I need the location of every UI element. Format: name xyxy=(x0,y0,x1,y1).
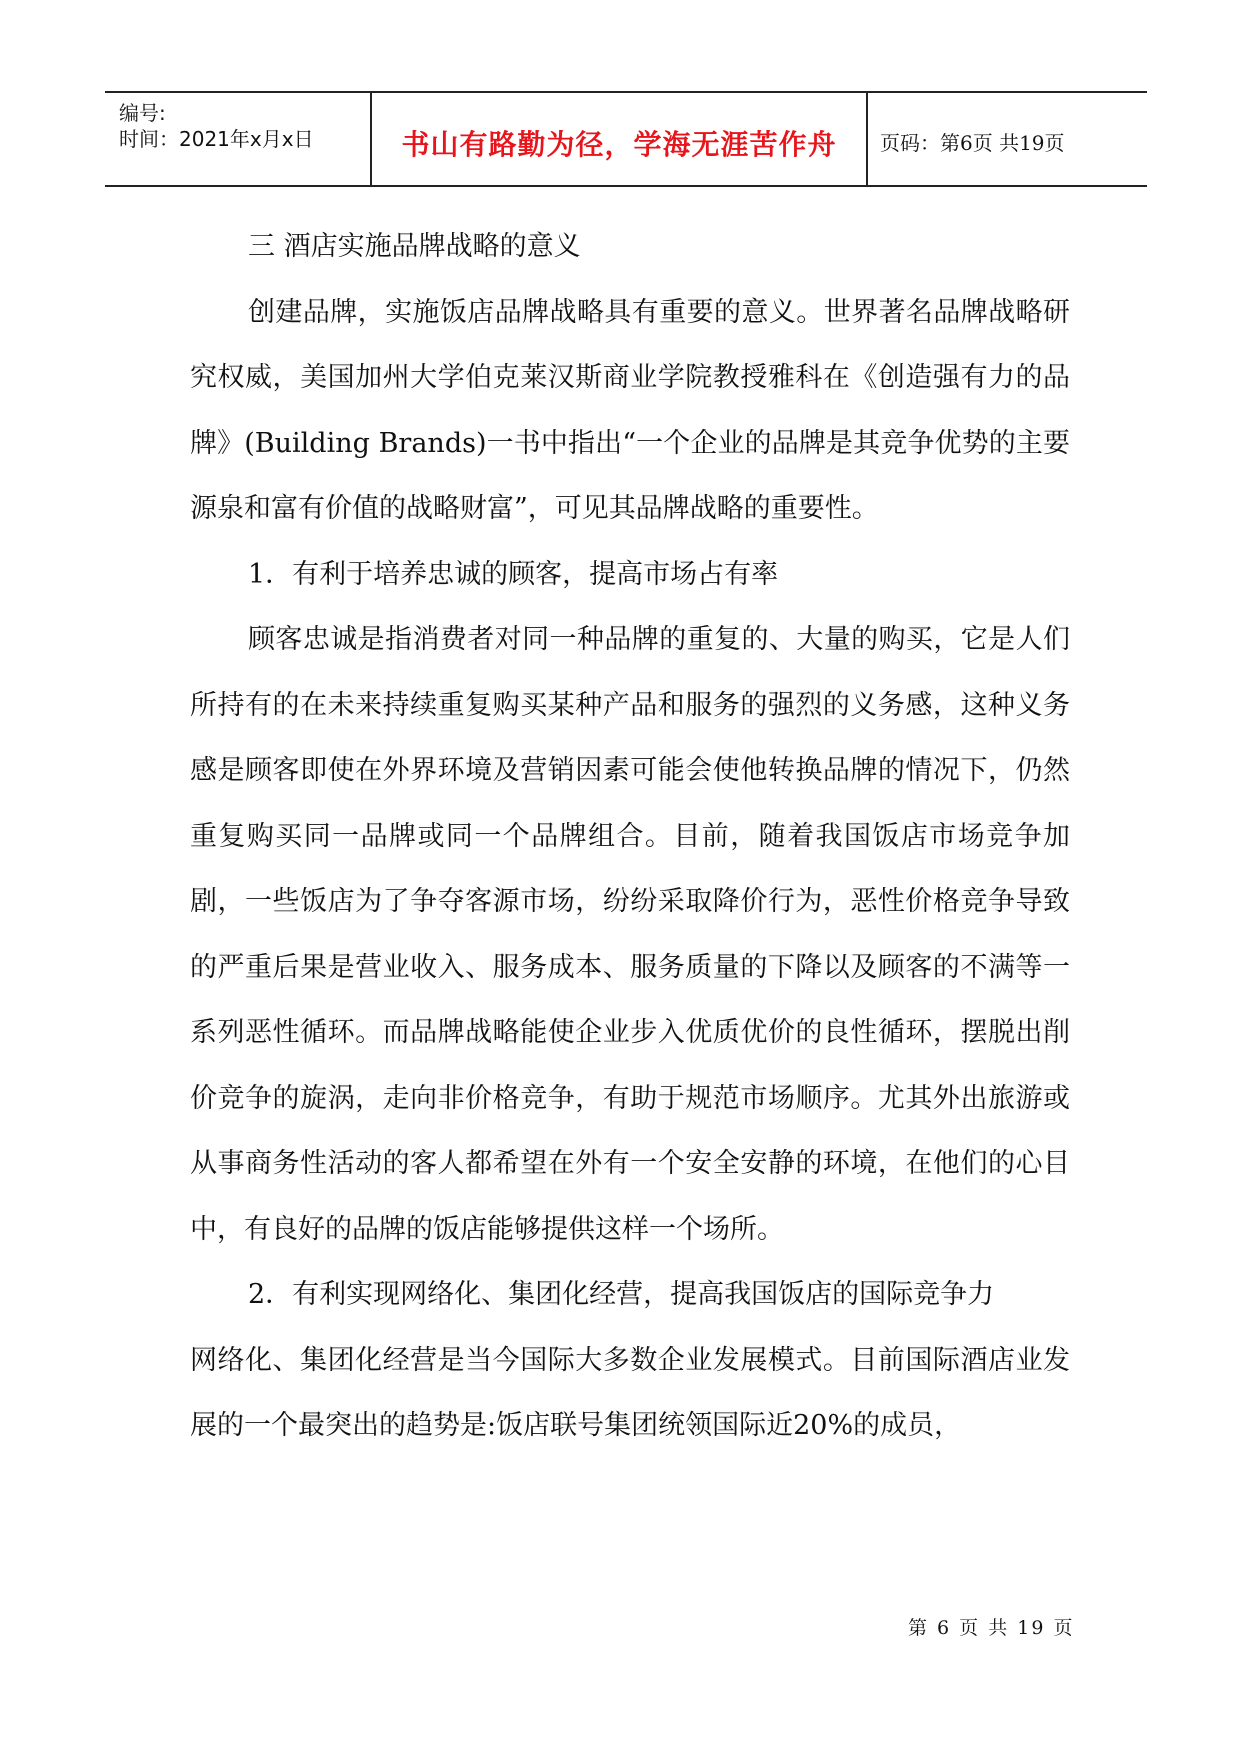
document-number-label: 编号: xyxy=(119,101,166,125)
subsection-heading: 2．有利实现网络化、集团化经营，提高我国饭店的国际竞争力 xyxy=(248,1279,995,1310)
header-page-cell xyxy=(868,93,1147,185)
section-heading: 三 酒店实施品牌战略的意义 xyxy=(248,231,581,262)
header-table xyxy=(105,91,1147,187)
header-page-number: 页码：第6页 共19页 xyxy=(880,131,1065,155)
paragraph: 创建品牌，实施饭店品牌战略具有重要的意义。世界著名品牌战略研究权威，美国加州大学伯克莱汉斯商业学院教授雅科在《创造强有力的品牌》(Building Brands)一书中指出“一个企业的品牌是其竞争优势的主要源泉和富有价值的战略财富”，可见其品牌战略的重要性。 xyxy=(190,296,1070,524)
paragraph: 顾客忠诚是指消费者对同一种品牌的重复的、大量的购买，它是人们所持有的在未来持续重复购买某种产品和服务的强烈的义务感，这种义务感是顾客即使在外界环境及营销因素可能会使他转换品牌的情况下，仍然重复购买同一品牌或同一个品牌组合。目前，随着我国饭店市场竞争加剧，一些饭店为了争夺客源市场，纷纷采取降价行为，恶性价格竞争导致的严重后果是营业收入、服务成本、服务质量的下降以及顾客的不满等一系列恶性循环。而品牌战略能使企业步入优质优价的良性循环，摆脱出削价竞争的旋涡，走向非价格竞争，有助于规范市场顺序。尤其外出旅游或从事商务性活动的客人都希望在外有一个安全安静的环境，在他们的心目中，有良好的品牌的饭店能够提供这样一个场所。 xyxy=(190,624,1070,1245)
document-time-label: 时间：2021年x月x日 xyxy=(119,127,314,151)
header-motto-cell xyxy=(370,93,868,185)
header-info-cell xyxy=(105,93,370,185)
paragraph: 网络化、集团化经营是当今国际大多数企业发展模式。目前国际酒店业发展的一个最突出的趋势是:饭店联号集团统领国际近20%的成员， xyxy=(190,1344,1070,1441)
footer-page-number: 第 6 页 共 19 页 xyxy=(908,1617,1075,1639)
header-motto: 书山有路勤为径，学海无涯苦作舟 xyxy=(401,128,837,161)
document-body xyxy=(190,214,1070,1459)
subsection-heading: 1．有利于培养忠诚的顾客，提高市场占有率 xyxy=(248,558,779,590)
